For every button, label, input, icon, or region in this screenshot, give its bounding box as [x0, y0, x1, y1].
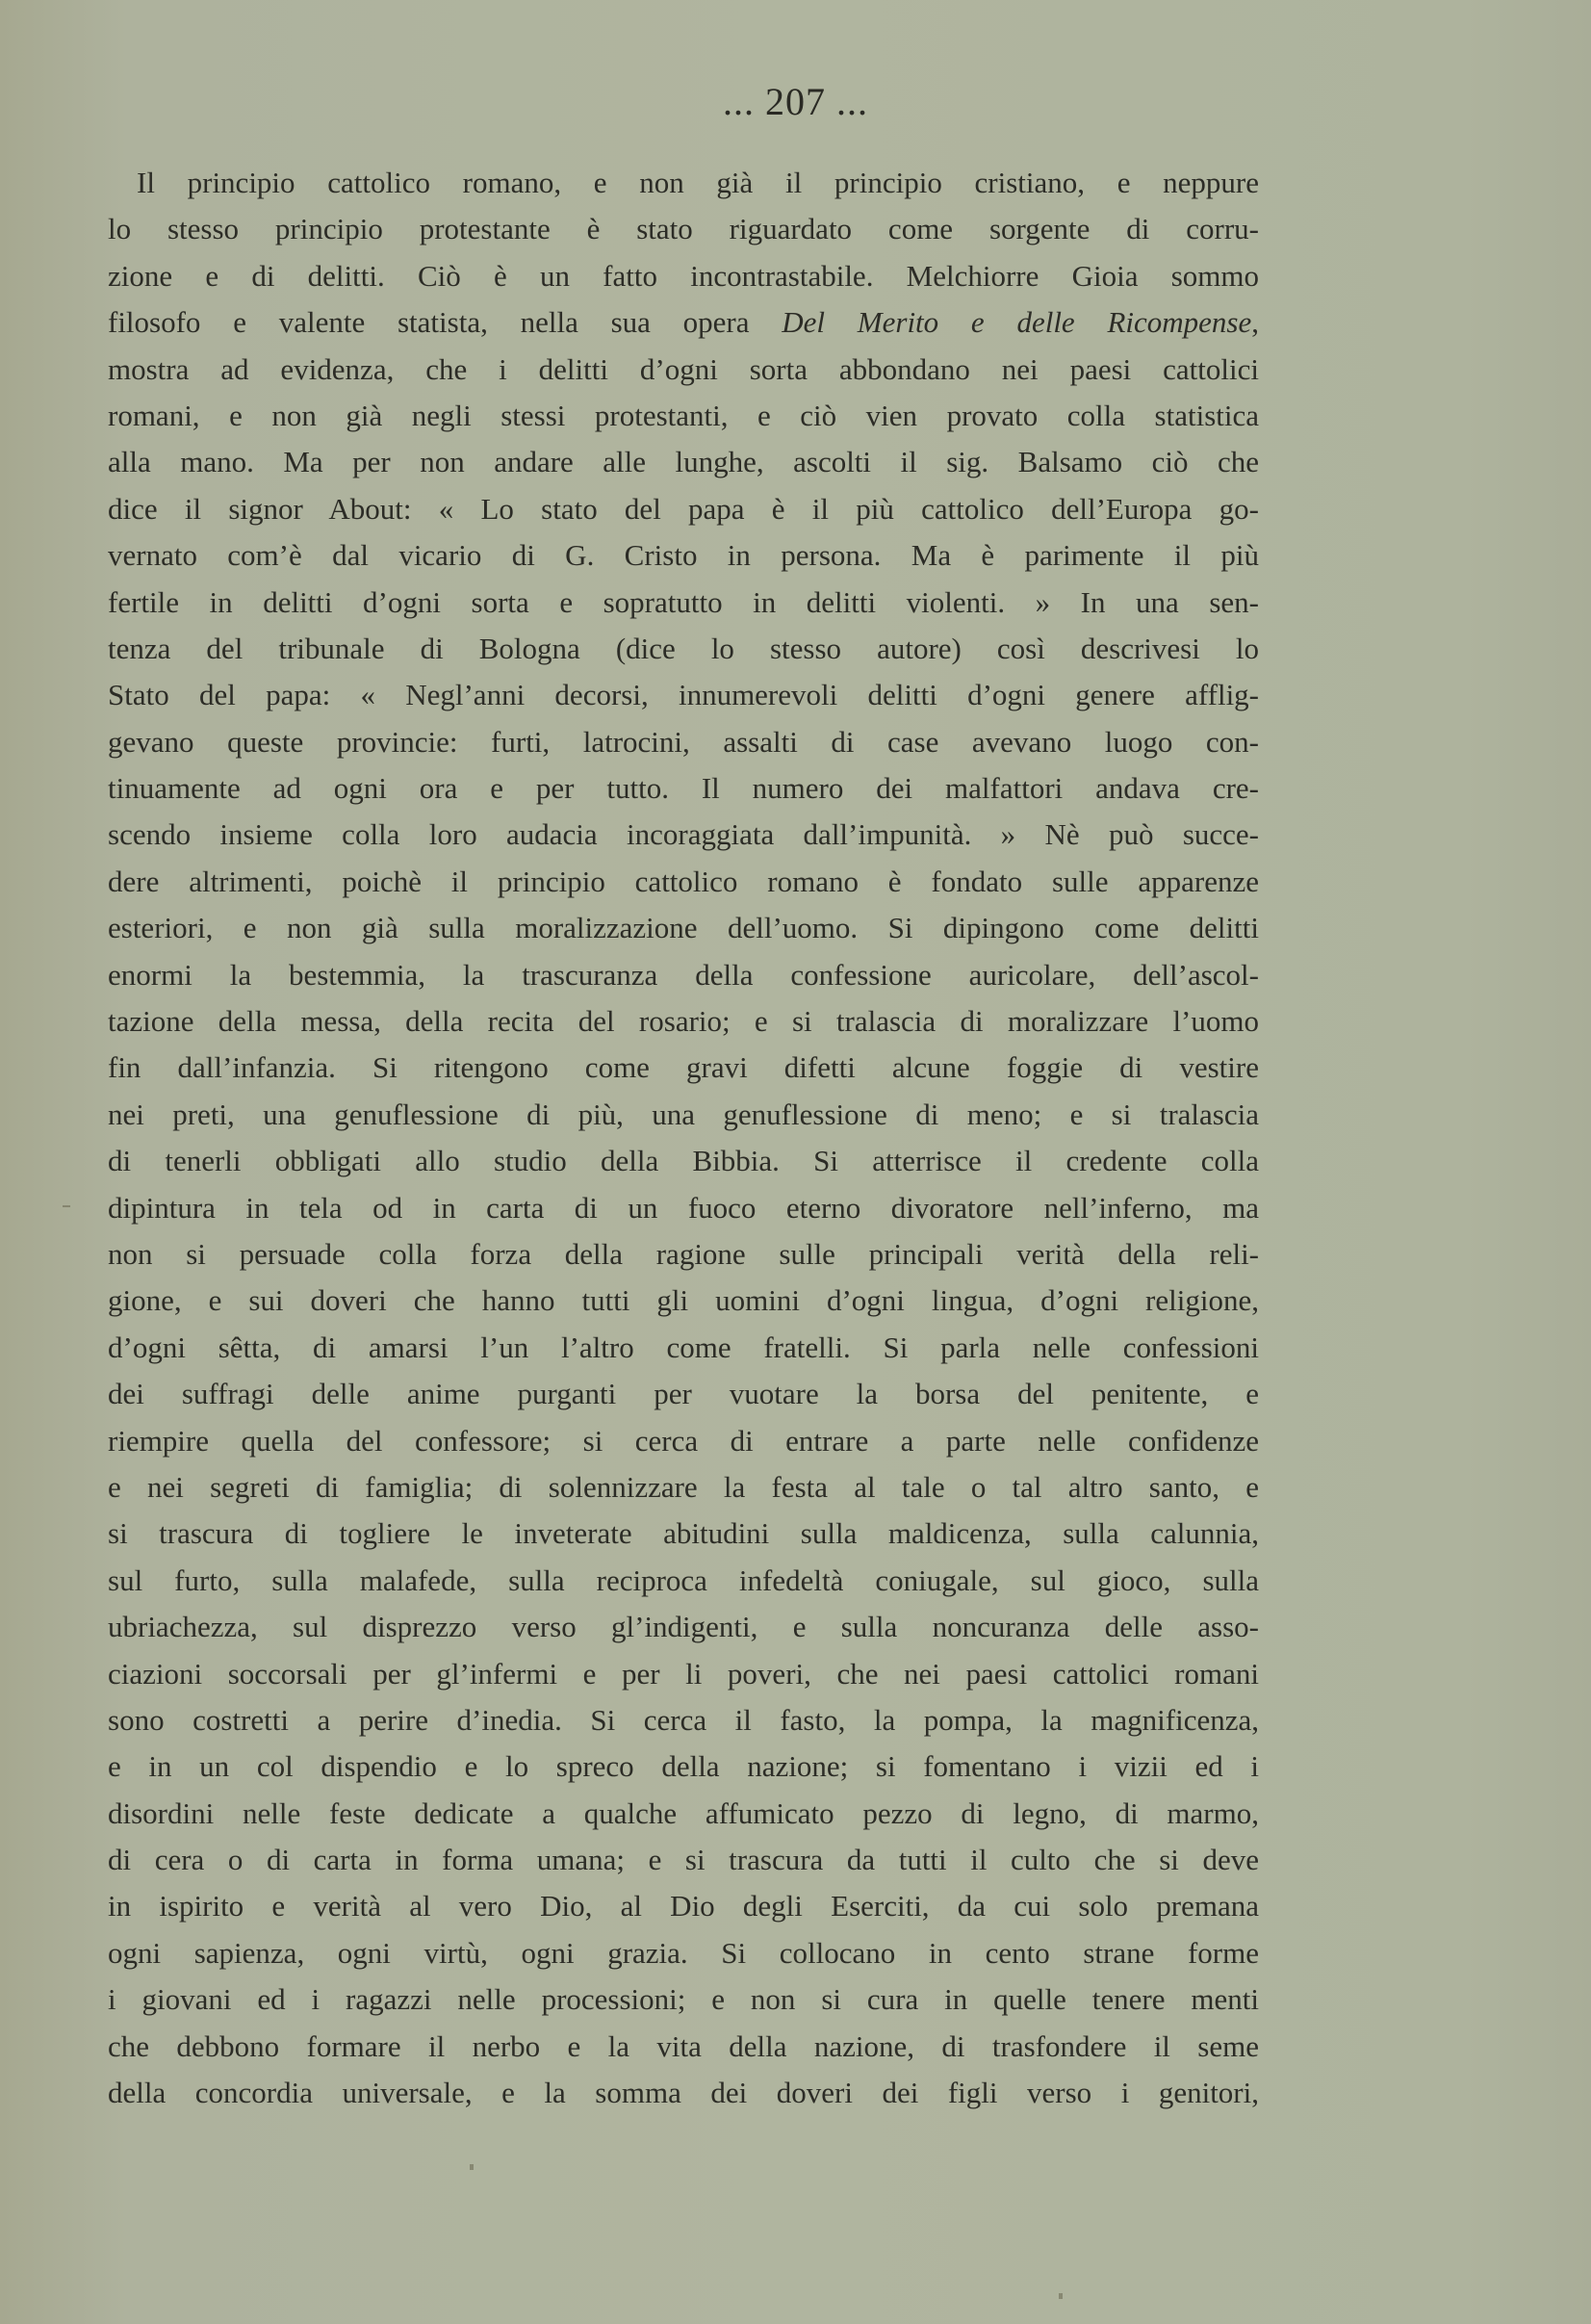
- page-number: ... 207 ...: [723, 80, 868, 123]
- text-line: nei preti, una genuflessione di più, una genuflessione di meno; e si tralascia: [108, 1097, 1259, 1131]
- text-line: e nei segreti di famiglia; di solennizzare la festa al tale o tal altro santo, e: [108, 1469, 1259, 1504]
- text-line: e in un col dispendio e lo spreco della nazione; si fomentano i vizii ed i: [108, 1749, 1259, 1784]
- text-line: filosofo e valente statista, nella sua opera Del Merito e delle Ricompense,: [108, 305, 1259, 340]
- text-line: gevano queste provincie: furti, latrocini, assalti di case avevano luogo con-: [108, 724, 1259, 759]
- text-line: riempire quella del confessore; si cerca di entrare a parte nelle confidenze: [108, 1423, 1259, 1458]
- text-line: alla mano. Ma per non andare alle lunghe, ascolti il sig. Balsamo ciò che: [108, 445, 1259, 479]
- text-line: vernato com’è dal vicario di G. Cristo in persona. Ma è parimente il più: [108, 538, 1259, 573]
- text-line: ubriachezza, sul disprezzo verso gl’indigenti, e sulla noncuranza delle asso-: [108, 1610, 1259, 1644]
- text-line: d’ogni sêtta, di amarsi l’un l’altro come fratelli. Si parla nelle confessioni: [108, 1330, 1259, 1364]
- text-line: scendo insieme colla loro audacia incoraggiata dall’impunità. » Nè può succe-: [108, 817, 1259, 852]
- text-line: tenza del tribunale di Bologna (dice lo stesso autore) così descrivesi lo: [108, 631, 1259, 665]
- text-line: della concordia universale, e la somma dei doveri dei figli verso i genitori,: [108, 2076, 1259, 2110]
- scan-speck: [1059, 2293, 1063, 2299]
- text-line: dice il signor About: « Lo stato del papa è il più cattolico dell’Europa go-: [108, 491, 1259, 526]
- text-line: ciazioni soccorsali per gl’infermi e per li poveri, che nei paesi cattolici romani: [108, 1656, 1259, 1691]
- text-line: dei suffragi delle anime purganti per vuotare la borsa del penitente, e: [108, 1377, 1259, 1411]
- text-line: mostra ad evidenza, che i delitti d’ogni sorta abbondano nei paesi cattolici: [108, 351, 1259, 386]
- text-line: disordini nelle feste dedicate a qualche affumicato pezzo di legno, di marmo,: [108, 1795, 1259, 1830]
- text-line: che debbono formare il nerbo e la vita della nazione, di trasfondere il seme: [108, 2028, 1259, 2063]
- scan-speck: [63, 1205, 70, 1207]
- text-line: sono costretti a perire d’inedia. Si cerca il fasto, la pompa, la magnificenza,: [108, 1702, 1259, 1737]
- text-line: si trascura di togliere le inveterate abitudini sulla maldicenza, sulla calunnia,: [108, 1516, 1259, 1551]
- text-line: tazione della messa, della recita del rosario; e si tralascia di moralizzare l’uomo: [108, 1004, 1259, 1039]
- body-text: [108, 160, 1259, 2116]
- italic-title: Del Merito e delle Ricompense: [782, 305, 1252, 340]
- text-line: gione, e sui doveri che hanno tutti gli uomini d’ogni lingua, d’ogni religione,: [108, 1283, 1259, 1318]
- text-line: Stato del papa: « Negl’anni decorsi, innumerevoli delitti d’ogni genere afflig-: [108, 678, 1259, 712]
- text-line: in ispirito e verità al vero Dio, al Dio degli Eserciti, da cui solo premana: [108, 1889, 1259, 1924]
- scan-speck: [470, 2164, 474, 2170]
- text-line: lo stesso principio protestante è stato riguardato come sorgente di corru-: [108, 212, 1259, 246]
- text-line: esteriori, e non già sulla moralizzazione dell’uomo. Si dipingono come delitti: [108, 911, 1259, 945]
- text-line: fertile in delitti d’ogni sorta e sopratutto in delitti violenti. » In una sen-: [108, 584, 1259, 619]
- text-line: i giovani ed i ragazzi nelle processioni; e non si cura in quelle tenere menti: [108, 1982, 1259, 2017]
- text-line: sul furto, sulla malafede, sulla reciproca infedeltà coniugale, sul gioco, sulla: [108, 1562, 1259, 1597]
- text-line: di cera o di carta in forma umana; e si trascura da tutti il culto che si deve: [108, 1843, 1259, 1877]
- text-line: romani, e non già negli stessi protestanti, e ciò vien provato colla statistica: [108, 398, 1259, 432]
- text-line: di tenerli obbligati allo studio della Bibbia. Si atterrisce il credente colla: [108, 1144, 1259, 1178]
- text-line: fin dall’infanzia. Si ritengono come gravi difetti alcune foggie di vestire: [108, 1050, 1259, 1085]
- text-line: ogni sapienza, ogni virtù, ogni grazia. Si collocano in cento strane forme: [108, 1935, 1259, 1970]
- text-line: enormi la bestemmia, la trascuranza della confessione auricolare, dell’ascol-: [108, 957, 1259, 992]
- text-line: dipintura in tela od in carta di un fuoco eterno divoratore nell’inferno, ma: [108, 1190, 1259, 1225]
- text-line: tinuamente ad ogni ora e per tutto. Il numero dei malfattori andava cre-: [108, 771, 1259, 806]
- text-line: zione e di delitti. Ciò è un fatto incontrastabile. Melchiorre Gioia sommo: [108, 258, 1259, 293]
- text-line: dere altrimenti, poichè il principio cattolico romano è fondato sulle apparenze: [108, 864, 1259, 898]
- text-line: non si persuade colla forza della ragione sulle principali verità della reli-: [108, 1236, 1259, 1271]
- text-line: Il principio cattolico romano, e non già il principio cristiano, e neppure: [137, 166, 1259, 199]
